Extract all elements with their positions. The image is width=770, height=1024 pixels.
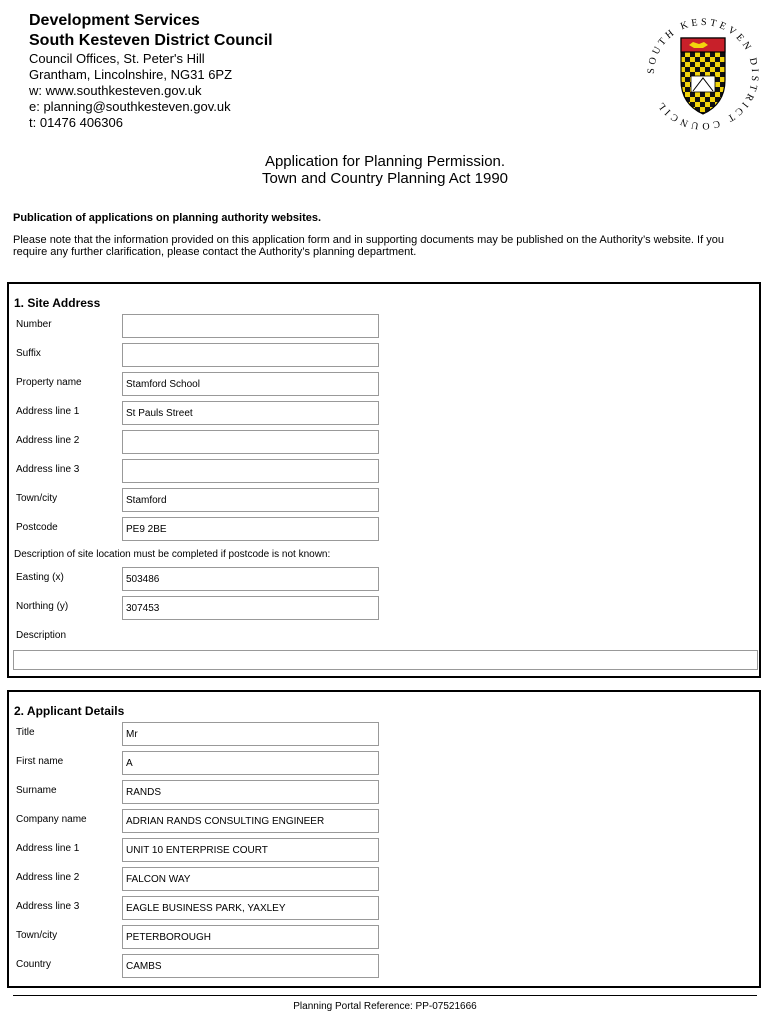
org-line-1: Development Services	[29, 12, 200, 29]
council-crest-logo	[640, 12, 766, 130]
field-label: Surname	[16, 785, 57, 796]
address-line-3-input[interactable]: EAGLE BUSINESS PARK, YAXLEY	[122, 896, 379, 920]
number-input[interactable]	[122, 314, 379, 338]
field-label: Number	[16, 319, 52, 330]
postcode-input[interactable]: PE9 2BE	[122, 517, 379, 541]
phone: t: 01476 406306	[29, 115, 123, 130]
field-label: Title	[16, 727, 35, 738]
address-line-3-input[interactable]	[122, 459, 379, 483]
field-label: Country	[16, 959, 52, 970]
northing-input[interactable]: 307453	[122, 596, 379, 620]
org-line-2: South Kesteven District Council	[29, 32, 273, 49]
country-input[interactable]: CAMBS	[122, 954, 379, 978]
portal-reference: Planning Portal Reference: PP-07521666	[293, 1001, 477, 1012]
field-label: Address line 2	[16, 872, 80, 883]
field-label: Address line 3	[16, 901, 80, 912]
publication-text: Please note that the information provided on this application form and in supporting documents may be published on the Authority’s website. If you require any further clarification, please contact the Authority’s planning department.	[13, 234, 724, 258]
town-city-input[interactable]: Stamford	[122, 488, 379, 512]
address-line-2-input[interactable]: FALCON WAY	[122, 867, 379, 891]
section-heading: 2. Applicant Details	[14, 704, 125, 718]
easting-input[interactable]: 503486	[122, 567, 379, 591]
footer-divider	[13, 995, 757, 996]
field-label: Address line 3	[16, 464, 80, 475]
crest-text: SOUTH KESTEVEN DISTRICT COUNCIL	[645, 16, 761, 130]
first-name-input[interactable]: A	[122, 751, 379, 775]
field-label: Description	[16, 630, 67, 641]
form-title-line-1: Application for Planning Permission.	[264, 153, 506, 170]
town-city-input[interactable]: PETERBOROUGH	[122, 925, 379, 949]
section-heading: 1. Site Address	[14, 296, 101, 310]
surname-input[interactable]: RANDS	[122, 780, 379, 804]
title-input[interactable]: Mr	[122, 722, 379, 746]
address-line-1-input[interactable]: St Pauls Street	[122, 401, 379, 425]
description-input[interactable]	[13, 650, 758, 670]
field-label: Town/city	[16, 493, 58, 504]
location-note: Description of site location must be completed if postcode is not known:	[14, 549, 331, 560]
field-label: Suffix	[16, 348, 41, 359]
suffix-input[interactable]	[122, 343, 379, 367]
company-name-input[interactable]: ADRIAN RANDS CONSULTING ENGINEER	[122, 809, 379, 833]
field-label: Company name	[16, 814, 87, 825]
field-label: Postcode	[16, 522, 58, 533]
address-line-2-input[interactable]	[122, 430, 379, 454]
form-title	[0, 153, 770, 187]
field-label: Town/city	[16, 930, 58, 941]
address-line-1-input[interactable]: UNIT 10 ENTERPRISE COURT	[122, 838, 379, 862]
form-title-line-2: Town and Country Planning Act 1990	[262, 170, 508, 187]
council-title	[29, 11, 273, 51]
website: w: www.southkesteven.gov.uk	[29, 83, 202, 98]
field-label: Address line 2	[16, 435, 80, 446]
address-line-1: Council Offices, St. Peter's Hill	[29, 51, 205, 66]
site-address-section	[7, 282, 761, 678]
publication-heading: Publication of applications on planning authority websites.	[13, 212, 322, 224]
property-name-input[interactable]: Stamford School	[122, 372, 379, 396]
applicant-details-section	[7, 690, 761, 988]
field-label: Address line 1	[16, 406, 80, 417]
field-label: Address line 1	[16, 843, 80, 854]
field-label: Northing (y)	[16, 601, 69, 612]
council-contact	[29, 51, 232, 131]
address-line-2: Grantham, Lincolnshire, NG31 6PZ	[29, 67, 233, 82]
field-label: Easting (x)	[16, 572, 64, 583]
field-label: Property name	[16, 377, 82, 388]
email: e: planning@southkesteven.gov.uk	[29, 99, 231, 114]
field-label: First name	[16, 756, 64, 767]
